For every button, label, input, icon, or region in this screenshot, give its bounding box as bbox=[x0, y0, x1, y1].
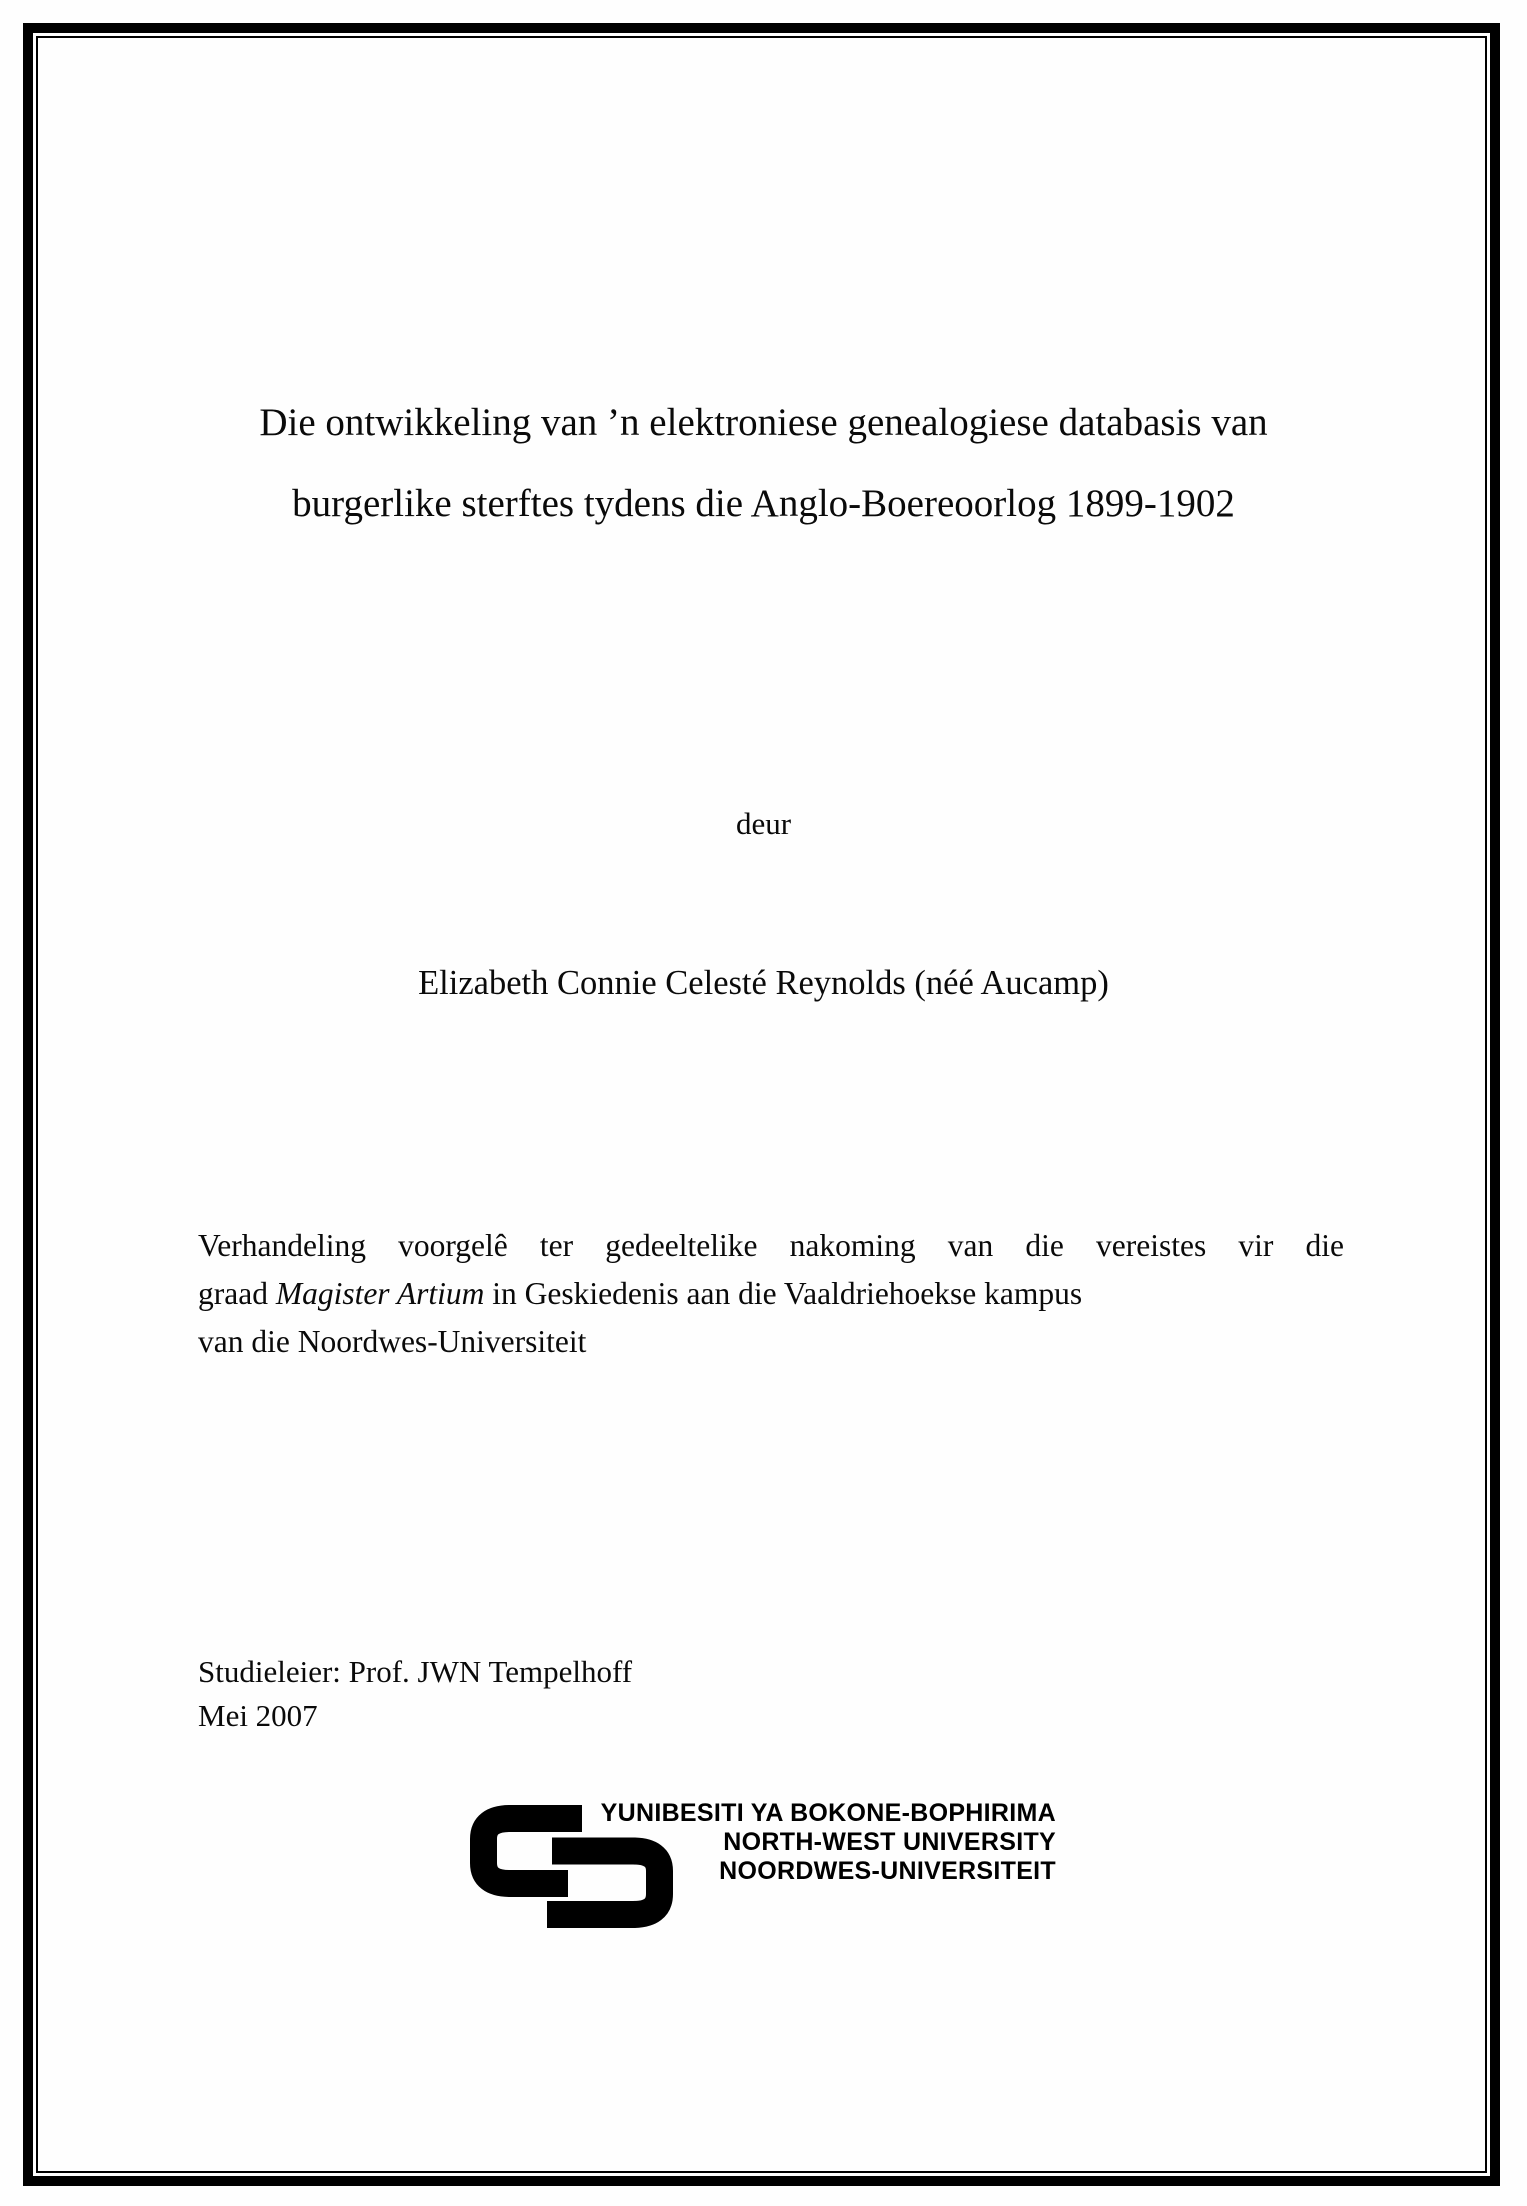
author-name: Elizabeth Connie Celesté Reynolds (néé Aucamp) bbox=[418, 964, 1109, 1002]
byline-deur: deur bbox=[735, 806, 792, 841]
university-logo-text bbox=[560, 1799, 1056, 1886]
thesis-title-line1: Die ontwikkeling van ’n elektroniese genealogiese databasis van bbox=[259, 401, 1268, 444]
supervisor-block bbox=[198, 1650, 632, 1738]
degree-statement-line1: Verhandeling voorgelê ter gedeeltelike nakoming van die vereistes vir die bbox=[198, 1228, 1344, 1263]
degree-statement bbox=[198, 1222, 1344, 1366]
date-line: Mei 2007 bbox=[198, 1698, 318, 1733]
degree-statement-line2-post: in Geskiedenis aan die Vaaldriehoekse kampus bbox=[484, 1276, 1083, 1311]
degree-statement-line2 bbox=[198, 1270, 1344, 1318]
thesis-title bbox=[0, 382, 1527, 544]
logo-line-afrikaans: NOORDWES-UNIVERSITEIT bbox=[719, 1857, 1056, 1885]
logo-line-setswana: YUNIBESITI YA BOKONE-BOPHIRIMA bbox=[600, 1799, 1056, 1827]
thesis-title-line2: burgerlike sterftes tydens die Anglo-Boereoorlog 1899-1902 bbox=[292, 482, 1235, 525]
degree-name-italic: Magister Artium bbox=[275, 1276, 485, 1311]
logo-line-english: NORTH-WEST UNIVERSITY bbox=[723, 1828, 1056, 1856]
degree-statement-line3: van die Noordwes-Universiteit bbox=[198, 1324, 587, 1359]
supervisor-line: Studieleier: Prof. JWN Tempelhoff bbox=[198, 1654, 633, 1689]
degree-statement-line2-pre: graad bbox=[198, 1276, 276, 1311]
